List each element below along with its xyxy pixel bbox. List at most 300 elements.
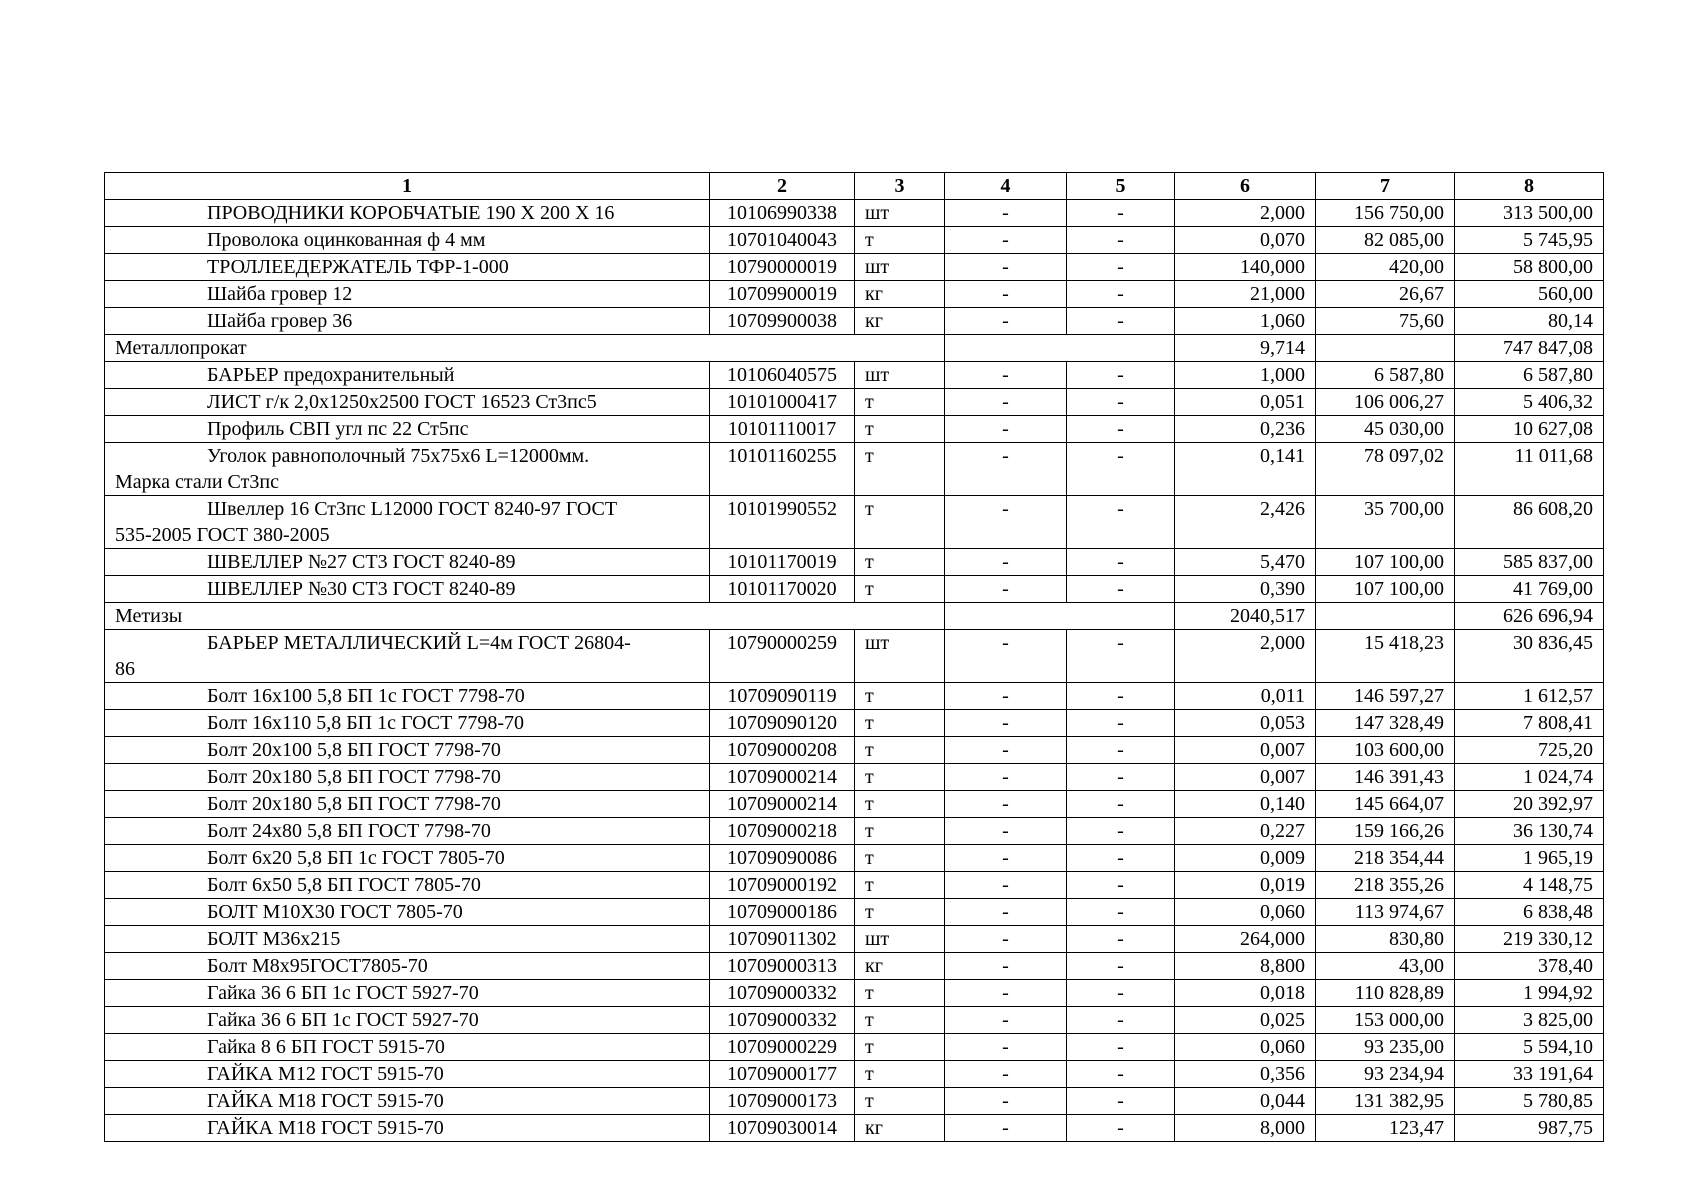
item-unit: т <box>855 899 945 926</box>
table-row <box>105 872 1604 899</box>
item-unit: т <box>855 1088 945 1115</box>
item-unit: кг <box>855 281 945 308</box>
item-code: 10709090086 <box>710 845 855 872</box>
item-name-line: Гайка 36 6 БП 1с ГОСТ 5927-70 <box>207 982 479 1004</box>
item-unit: т <box>855 416 945 443</box>
item-name-line: Болт 6х20 5,8 БП 1с ГОСТ 7805-70 <box>207 847 505 869</box>
item-total: 5 780,85 <box>1455 1088 1604 1115</box>
item-name <box>105 845 710 872</box>
item-unit: т <box>855 1007 945 1034</box>
item-name <box>105 872 710 899</box>
item-col-5: - <box>1067 254 1175 281</box>
item-qty: 1,000 <box>1175 362 1316 389</box>
item-name <box>105 710 710 737</box>
item-col-4: - <box>945 683 1067 710</box>
item-qty: 0,356 <box>1175 1061 1316 1088</box>
item-col-4: - <box>945 872 1067 899</box>
header-col-7: 7 <box>1316 173 1455 200</box>
item-price: 218 354,44 <box>1316 845 1455 872</box>
table-row <box>105 818 1604 845</box>
item-name-line: ШВЕЛЛЕР №30 СТ3 ГОСТ 8240-89 <box>207 578 516 600</box>
item-name <box>105 1061 710 1088</box>
item-unit: шт <box>855 254 945 281</box>
item-col-4: - <box>945 764 1067 791</box>
item-name-continuation: 86 <box>115 658 135 680</box>
item-qty: 21,000 <box>1175 281 1316 308</box>
table-row <box>105 953 1604 980</box>
item-name <box>105 953 710 980</box>
table-row <box>105 227 1604 254</box>
item-name-line: ЛИСТ г/к 2,0х1250х2500 ГОСТ 16523 Ст3пс5 <box>207 391 597 413</box>
item-qty: 8,800 <box>1175 953 1316 980</box>
item-code: 10790000259 <box>710 630 855 683</box>
materials-table <box>104 172 1604 1142</box>
item-col-4: - <box>945 980 1067 1007</box>
item-name <box>105 254 710 281</box>
item-col-4: - <box>945 1061 1067 1088</box>
item-qty: 0,060 <box>1175 899 1316 926</box>
item-qty: 264,000 <box>1175 926 1316 953</box>
item-col-4: - <box>945 549 1067 576</box>
item-code: 10709000208 <box>710 737 855 764</box>
item-price: 93 234,94 <box>1316 1061 1455 1088</box>
item-name-line: Болт М8х95ГОСТ7805-70 <box>207 955 428 977</box>
table-row <box>105 710 1604 737</box>
item-price: 159 166,26 <box>1316 818 1455 845</box>
item-col-4: - <box>945 818 1067 845</box>
item-code: 10101160255 <box>710 443 855 496</box>
item-code: 10106040575 <box>710 362 855 389</box>
item-unit: шт <box>855 926 945 953</box>
item-col-5: - <box>1067 549 1175 576</box>
item-total: 1 612,57 <box>1455 683 1604 710</box>
header-col-5: 5 <box>1067 173 1175 200</box>
item-col-5: - <box>1067 953 1175 980</box>
item-qty: 0,390 <box>1175 576 1316 603</box>
item-price: 78 097,02 <box>1316 443 1455 496</box>
item-col-4: - <box>945 1088 1067 1115</box>
item-total: 86 608,20 <box>1455 496 1604 549</box>
item-code: 10101000417 <box>710 389 855 416</box>
item-qty: 0,236 <box>1175 416 1316 443</box>
item-name <box>105 1034 710 1061</box>
item-price: 6 587,80 <box>1316 362 1455 389</box>
item-name-line: Профиль СВП угл пс 22 Ст5пс <box>207 418 469 440</box>
group-total: 626 696,94 <box>1455 603 1604 630</box>
table-row <box>105 1061 1604 1088</box>
item-name-line: Болт 16х110 5,8 БП 1с ГОСТ 7798-70 <box>207 712 524 734</box>
item-code: 10709900038 <box>710 308 855 335</box>
item-qty: 2,426 <box>1175 496 1316 549</box>
table-row <box>105 845 1604 872</box>
item-name-line: ГАЙКА М12 ГОСТ 5915-70 <box>207 1063 444 1085</box>
item-total: 6 587,80 <box>1455 362 1604 389</box>
item-code: 10709030014 <box>710 1115 855 1142</box>
item-qty: 1,060 <box>1175 308 1316 335</box>
header-col-4: 4 <box>945 173 1067 200</box>
item-unit: кг <box>855 308 945 335</box>
item-col-5: - <box>1067 362 1175 389</box>
item-name-line: Гайка 8 6 БП ГОСТ 5915-70 <box>207 1036 445 1058</box>
item-name-line: БАРЬЕР МЕТАЛЛИЧЕСКИЙ L=4м ГОСТ 26804- <box>207 632 631 654</box>
item-col-5: - <box>1067 576 1175 603</box>
item-total: 7 808,41 <box>1455 710 1604 737</box>
item-name <box>105 200 710 227</box>
table-row <box>105 1034 1604 1061</box>
item-total: 1 024,74 <box>1455 764 1604 791</box>
item-name-line: Болт 20х180 5,8 БП ГОСТ 7798-70 <box>207 793 501 815</box>
item-qty: 0,140 <box>1175 791 1316 818</box>
item-qty: 0,044 <box>1175 1088 1316 1115</box>
item-col-4: - <box>945 389 1067 416</box>
item-name <box>105 980 710 1007</box>
group-name: Металлопрокат <box>105 335 945 362</box>
item-col-4: - <box>945 200 1067 227</box>
item-price: 75,60 <box>1316 308 1455 335</box>
item-col-4: - <box>945 791 1067 818</box>
item-price: 146 597,27 <box>1316 683 1455 710</box>
item-total: 1 965,19 <box>1455 845 1604 872</box>
item-name <box>105 416 710 443</box>
item-total: 725,20 <box>1455 737 1604 764</box>
item-name-line: Шайба гровер 12 <box>207 283 353 305</box>
item-price: 93 235,00 <box>1316 1034 1455 1061</box>
item-price: 113 974,67 <box>1316 899 1455 926</box>
item-qty: 0,053 <box>1175 710 1316 737</box>
item-col-4: - <box>945 576 1067 603</box>
item-price: 15 418,23 <box>1316 630 1455 683</box>
item-code: 10106990338 <box>710 200 855 227</box>
item-qty: 0,018 <box>1175 980 1316 1007</box>
item-total: 313 500,00 <box>1455 200 1604 227</box>
table-row <box>105 281 1604 308</box>
item-price: 218 355,26 <box>1316 872 1455 899</box>
item-col-4: - <box>945 254 1067 281</box>
item-code: 10709000173 <box>710 1088 855 1115</box>
group-price-empty <box>1316 335 1455 362</box>
item-code: 10709000218 <box>710 818 855 845</box>
item-name-line: Уголок равнополочный 75х75х6 L=12000мм. <box>207 445 590 467</box>
item-qty: 140,000 <box>1175 254 1316 281</box>
table-row <box>105 1007 1604 1034</box>
item-price: 156 750,00 <box>1316 200 1455 227</box>
item-unit: т <box>855 980 945 1007</box>
item-name-line: Шайба гровер 36 <box>207 310 353 332</box>
item-total: 5 406,32 <box>1455 389 1604 416</box>
item-code: 10709000177 <box>710 1061 855 1088</box>
item-name-line: БОЛТ М10Х30 ГОСТ 7805-70 <box>207 901 463 923</box>
item-total: 6 838,48 <box>1455 899 1604 926</box>
item-name <box>105 683 710 710</box>
header-col-3: 3 <box>855 173 945 200</box>
table-row <box>105 683 1604 710</box>
item-name <box>105 899 710 926</box>
item-col-5: - <box>1067 980 1175 1007</box>
group-name: Метизы <box>105 603 945 630</box>
item-col-4: - <box>945 899 1067 926</box>
item-name <box>105 443 710 496</box>
item-name-line: Болт 24х80 5,8 БП ГОСТ 7798-70 <box>207 820 491 842</box>
item-price: 153 000,00 <box>1316 1007 1455 1034</box>
item-total: 58 800,00 <box>1455 254 1604 281</box>
item-col-5: - <box>1067 845 1175 872</box>
item-code: 10709000214 <box>710 791 855 818</box>
item-col-5: - <box>1067 926 1175 953</box>
item-unit: т <box>855 683 945 710</box>
item-qty: 0,007 <box>1175 737 1316 764</box>
item-col-5: - <box>1067 443 1175 496</box>
item-qty: 0,051 <box>1175 389 1316 416</box>
item-unit: кг <box>855 953 945 980</box>
item-total: 10 627,08 <box>1455 416 1604 443</box>
item-col-5: - <box>1067 227 1175 254</box>
item-code: 10709090119 <box>710 683 855 710</box>
item-name-line: Швеллер 16 Ст3пс L12000 ГОСТ 8240-97 ГОСТ <box>207 498 618 520</box>
item-price: 146 391,43 <box>1316 764 1455 791</box>
item-col-4: - <box>945 1034 1067 1061</box>
table-row <box>105 308 1604 335</box>
table-row <box>105 496 1604 549</box>
item-col-4: - <box>945 926 1067 953</box>
item-qty: 0,007 <box>1175 764 1316 791</box>
item-total: 80,14 <box>1455 308 1604 335</box>
item-unit: т <box>855 845 945 872</box>
item-col-5: - <box>1067 737 1175 764</box>
item-code: 10101110017 <box>710 416 855 443</box>
item-total: 585 837,00 <box>1455 549 1604 576</box>
group-row <box>105 335 1604 362</box>
item-unit: кг <box>855 1115 945 1142</box>
item-total: 11 011,68 <box>1455 443 1604 496</box>
item-name <box>105 281 710 308</box>
item-col-4: - <box>945 845 1067 872</box>
table-row <box>105 200 1604 227</box>
item-col-4: - <box>945 630 1067 683</box>
item-name <box>105 1115 710 1142</box>
item-total: 1 994,92 <box>1455 980 1604 1007</box>
header-col-6: 6 <box>1175 173 1316 200</box>
item-col-5: - <box>1067 200 1175 227</box>
item-name <box>105 1088 710 1115</box>
item-total: 33 191,64 <box>1455 1061 1604 1088</box>
item-price: 26,67 <box>1316 281 1455 308</box>
item-total: 20 392,97 <box>1455 791 1604 818</box>
item-total: 36 130,74 <box>1455 818 1604 845</box>
item-name-continuation: 535-2005 ГОСТ 380-2005 <box>115 524 330 546</box>
table-row <box>105 791 1604 818</box>
item-price: 830,80 <box>1316 926 1455 953</box>
item-price: 107 100,00 <box>1316 576 1455 603</box>
item-col-5: - <box>1067 281 1175 308</box>
item-col-4: - <box>945 308 1067 335</box>
table-row <box>105 980 1604 1007</box>
item-code: 10101990552 <box>710 496 855 549</box>
table-row <box>105 549 1604 576</box>
item-price: 147 328,49 <box>1316 710 1455 737</box>
table-row <box>105 576 1604 603</box>
item-price: 82 085,00 <box>1316 227 1455 254</box>
table-row <box>105 630 1604 683</box>
table-row <box>105 443 1604 496</box>
item-name <box>105 496 710 549</box>
item-name-line: ШВЕЛЛЕР №27 СТ3 ГОСТ 8240-89 <box>207 551 516 573</box>
item-col-5: - <box>1067 899 1175 926</box>
item-name <box>105 308 710 335</box>
group-qty: 2040,517 <box>1175 603 1316 630</box>
table-row <box>105 899 1604 926</box>
header-row <box>105 173 1604 200</box>
item-unit: т <box>855 443 945 496</box>
item-total: 30 836,45 <box>1455 630 1604 683</box>
item-code: 10709900019 <box>710 281 855 308</box>
item-price: 45 030,00 <box>1316 416 1455 443</box>
item-col-5: - <box>1067 308 1175 335</box>
item-qty: 0,025 <box>1175 1007 1316 1034</box>
table-row <box>105 362 1604 389</box>
item-total: 219 330,12 <box>1455 926 1604 953</box>
item-unit: т <box>855 737 945 764</box>
item-name <box>105 576 710 603</box>
item-total: 5 594,10 <box>1455 1034 1604 1061</box>
item-col-5: - <box>1067 389 1175 416</box>
item-qty: 0,070 <box>1175 227 1316 254</box>
item-code: 10709000332 <box>710 1007 855 1034</box>
item-code: 10709000313 <box>710 953 855 980</box>
item-code: 10701040043 <box>710 227 855 254</box>
item-col-5: - <box>1067 818 1175 845</box>
item-total: 3 825,00 <box>1455 1007 1604 1034</box>
item-name-line: Проволока оцинкованная ф 4 мм <box>207 229 486 251</box>
table-row <box>105 416 1604 443</box>
item-name-line: БОЛТ М36х215 <box>207 928 341 950</box>
item-code: 10709000192 <box>710 872 855 899</box>
item-col-5: - <box>1067 791 1175 818</box>
table-row <box>105 764 1604 791</box>
item-unit: т <box>855 549 945 576</box>
item-unit: т <box>855 1061 945 1088</box>
item-code: 10101170019 <box>710 549 855 576</box>
item-price: 145 664,07 <box>1316 791 1455 818</box>
item-price: 123,47 <box>1316 1115 1455 1142</box>
item-total: 5 745,95 <box>1455 227 1604 254</box>
item-col-4: - <box>945 710 1067 737</box>
item-col-5: - <box>1067 1034 1175 1061</box>
item-name-line: ПРОВОДНИКИ КОРОБЧАТЫЕ 190 X 200 X 16 <box>207 202 615 224</box>
item-name <box>105 630 710 683</box>
header-col-1: 1 <box>105 173 710 200</box>
item-col-5: - <box>1067 1007 1175 1034</box>
item-unit: т <box>855 1034 945 1061</box>
item-total: 378,40 <box>1455 953 1604 980</box>
item-name-line: Гайка 36 6 БП 1с ГОСТ 5927-70 <box>207 1009 479 1031</box>
group-total: 747 847,08 <box>1455 335 1604 362</box>
item-total: 4 148,75 <box>1455 872 1604 899</box>
item-price: 35 700,00 <box>1316 496 1455 549</box>
item-col-4: - <box>945 1007 1067 1034</box>
item-price: 107 100,00 <box>1316 549 1455 576</box>
item-qty: 8,000 <box>1175 1115 1316 1142</box>
item-code: 10709011302 <box>710 926 855 953</box>
item-name-line: ТРОЛЛЕЕДЕРЖАТЕЛЬ ТФР-1-000 <box>207 256 509 278</box>
item-qty: 0,060 <box>1175 1034 1316 1061</box>
item-col-5: - <box>1067 1115 1175 1142</box>
table-body <box>105 200 1604 1142</box>
item-qty: 2,000 <box>1175 200 1316 227</box>
group-qty: 9,714 <box>1175 335 1316 362</box>
item-col-5: - <box>1067 872 1175 899</box>
table-row <box>105 1088 1604 1115</box>
item-col-4: - <box>945 737 1067 764</box>
item-unit: т <box>855 791 945 818</box>
table-row <box>105 1115 1604 1142</box>
item-qty: 2,000 <box>1175 630 1316 683</box>
item-name <box>105 791 710 818</box>
item-unit: т <box>855 710 945 737</box>
item-price: 106 006,27 <box>1316 389 1455 416</box>
item-name <box>105 737 710 764</box>
item-qty: 0,009 <box>1175 845 1316 872</box>
group-blank-cell <box>945 603 1175 630</box>
item-qty: 0,011 <box>1175 683 1316 710</box>
item-price: 43,00 <box>1316 953 1455 980</box>
item-code: 10709000186 <box>710 899 855 926</box>
item-name-line: Болт 6х50 5,8 БП ГОСТ 7805-70 <box>207 874 481 896</box>
item-unit: шт <box>855 630 945 683</box>
item-col-5: - <box>1067 710 1175 737</box>
item-name-line: ГАЙКА М18 ГОСТ 5915-70 <box>207 1117 444 1139</box>
item-col-5: - <box>1067 683 1175 710</box>
item-price: 110 828,89 <box>1316 980 1455 1007</box>
item-col-5: - <box>1067 1088 1175 1115</box>
header-col-8: 8 <box>1455 173 1604 200</box>
item-total: 560,00 <box>1455 281 1604 308</box>
group-blank-cell <box>945 335 1175 362</box>
item-unit: шт <box>855 200 945 227</box>
item-col-4: - <box>945 1115 1067 1142</box>
item-unit: т <box>855 496 945 549</box>
item-name-line: Болт 16х100 5,8 БП 1с ГОСТ 7798-70 <box>207 685 525 707</box>
item-col-5: - <box>1067 764 1175 791</box>
header-col-2: 2 <box>710 173 855 200</box>
item-name-continuation: Марка стали Ст3пс <box>115 471 279 493</box>
item-unit: т <box>855 227 945 254</box>
item-name <box>105 926 710 953</box>
item-unit: т <box>855 389 945 416</box>
item-name <box>105 389 710 416</box>
item-col-5: - <box>1067 416 1175 443</box>
item-qty: 0,019 <box>1175 872 1316 899</box>
table-row <box>105 926 1604 953</box>
item-name <box>105 764 710 791</box>
item-col-4: - <box>945 416 1067 443</box>
item-unit: шт <box>855 362 945 389</box>
item-col-4: - <box>945 227 1067 254</box>
item-total: 987,75 <box>1455 1115 1604 1142</box>
table-row <box>105 389 1604 416</box>
group-row <box>105 603 1604 630</box>
item-name-line: БАРЬЕР предохранительный <box>207 364 455 386</box>
item-col-4: - <box>945 281 1067 308</box>
item-name <box>105 362 710 389</box>
item-code: 10709090120 <box>710 710 855 737</box>
item-code: 10709000229 <box>710 1034 855 1061</box>
item-price: 103 600,00 <box>1316 737 1455 764</box>
item-price: 420,00 <box>1316 254 1455 281</box>
item-col-4: - <box>945 443 1067 496</box>
item-name <box>105 549 710 576</box>
item-name-line: Болт 20х180 5,8 БП ГОСТ 7798-70 <box>207 766 501 788</box>
item-col-4: - <box>945 362 1067 389</box>
